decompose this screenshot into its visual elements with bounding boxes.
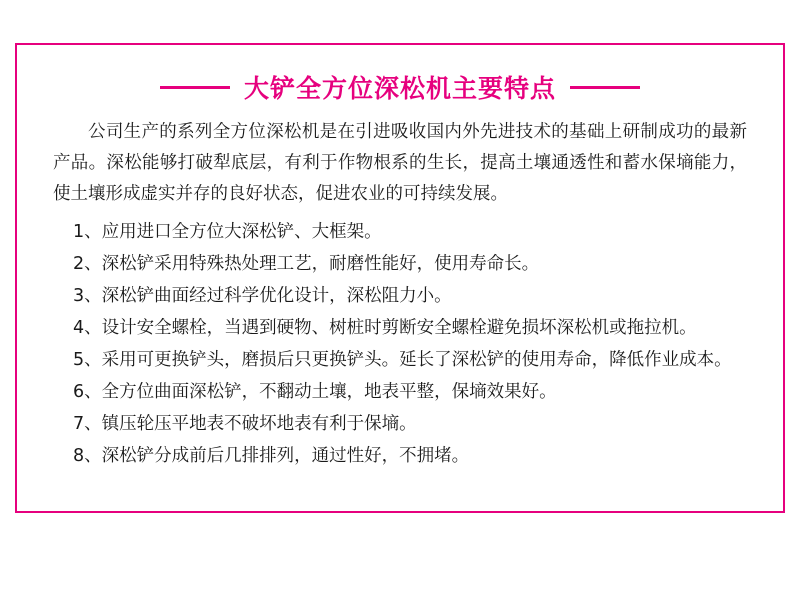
- list-item: 5、采用可更换铲头，磨损后只更换铲头。延长了深松铲的使用寿命，降低作业成本。: [73, 350, 732, 370]
- list-item: 7、镇压轮压平地表不破坏地表有利于保墒。: [73, 414, 417, 434]
- list-item: 4、设计安全螺栓，当遇到硬物、树桩时剪断安全螺栓避免损坏深松机或拖拉机。: [73, 318, 697, 338]
- title-row: [17, 69, 783, 105]
- feature-list: [53, 216, 747, 472]
- title-rule-right: [570, 86, 640, 89]
- list-item: 2、深松铲采用特殊热处理工艺，耐磨性能好，使用寿命长。: [73, 254, 540, 274]
- list-item: 8、深松铲分成前后几排排列，通过性好，不拥堵。: [73, 446, 470, 466]
- list-item: 3、深松铲曲面经过科学优化设计，深松阻力小。: [73, 286, 452, 306]
- list-item: 1、应用进口全方位大深松铲、大框架。: [73, 222, 382, 242]
- poster-frame: [15, 43, 785, 513]
- list-item: 6、全方位曲面深松铲，不翻动土壤，地表平整，保墒效果好。: [73, 382, 557, 402]
- title-rule-left: [160, 86, 230, 89]
- page-title: 大铲全方位深松机主要特点: [243, 74, 556, 103]
- body-content: [53, 117, 747, 472]
- intro-paragraph: 公司生产的系列全方位深松机是在引进吸收国内外先进技术的基础上研制成功的最新产品。深松能够打破犁底层，有利于作物根系的生长，提高土壤通透性和蓄水保墒能力，使土壤形成虚实并存的良好状态，促进农业的可持续发展。: [53, 122, 747, 204]
